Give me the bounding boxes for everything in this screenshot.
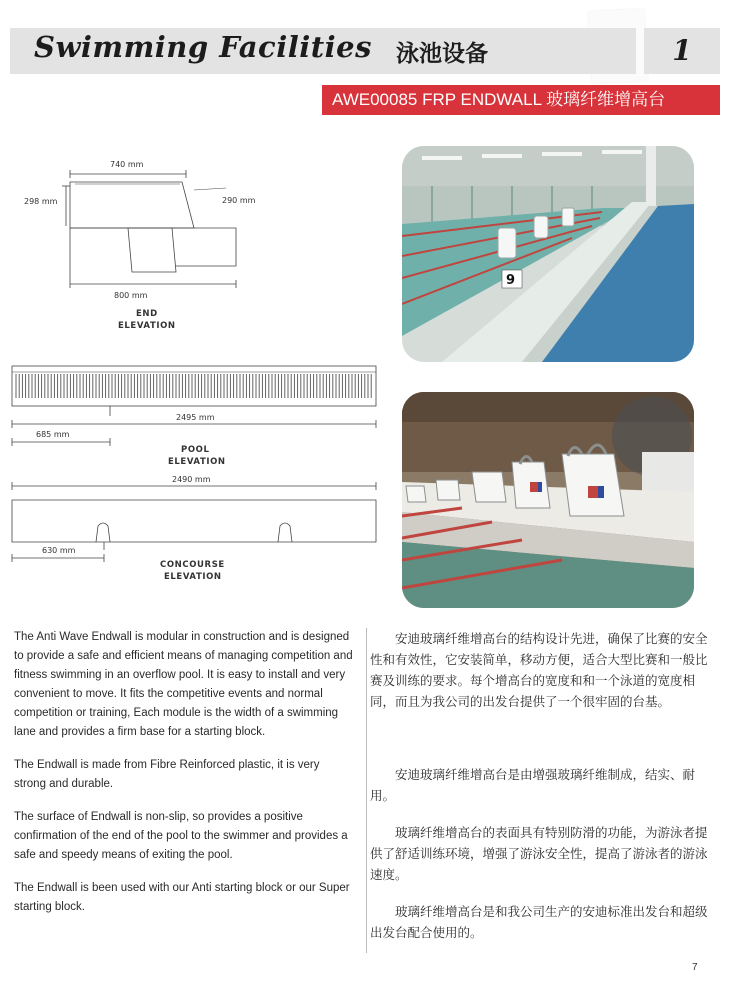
pool-elevation-grille <box>16 374 371 398</box>
pool-length-label: 2495 mm <box>176 413 215 422</box>
concourse-caption-2: ELEVATION <box>164 572 222 582</box>
english-paragraph-4: The Endwall is been used with our Anti starting block or our Super starting block. <box>14 882 350 913</box>
concourse-offset-label: 630 mm <box>42 546 76 555</box>
end-elevation-drawing <box>62 170 236 288</box>
chinese-paragraph-4: 玻璃纤维增高台是和我公司生产的安迪标准出发台和超级出发台配合使用的。 <box>370 904 708 940</box>
product-title-bar: AWE00085 FRP ENDWALL 玻璃纤维增高台 <box>322 85 720 115</box>
concourse-length-label: 2490 mm <box>172 475 211 484</box>
end-right-height-label: 290 mm <box>222 196 256 205</box>
chinese-description <box>370 628 716 943</box>
pool-elevation-drawing <box>12 366 376 406</box>
end-caption-2: ELEVATION <box>118 321 176 331</box>
pool-caption-1: POOL <box>181 445 210 455</box>
pool-offset-label: 685 mm <box>36 430 70 439</box>
column-divider <box>366 628 367 953</box>
starting-blocks-photo <box>402 392 694 608</box>
chinese-paragraph-2: 安迪玻璃纤维增高台是由增强玻璃纤维制成，结实、耐用。 <box>370 767 696 803</box>
section-number: 1 <box>644 28 720 74</box>
pool-caption-2: ELEVATION <box>168 457 226 467</box>
chinese-paragraph-1: 安迪玻璃纤维增高台的结构设计先进，确保了比赛的安全性和有效性，它安装简单，移动方便，适合大型比赛和一般比赛及训练的要求。每个增高台的宽度和和一个泳道的宽度相同，而且为我公司的出发台提供了一个很牢固的台基。 <box>370 631 708 709</box>
end-width-top-label: 740 mm <box>110 160 144 169</box>
header-title-band <box>10 28 636 74</box>
end-height-label: 298 mm <box>24 197 58 206</box>
end-caption-1: END <box>136 309 158 319</box>
english-description <box>14 628 354 931</box>
english-paragraph-2: The Endwall is made from Fibre Reinforced plastic, it is very strong and durable. <box>14 759 320 790</box>
english-paragraph-1: The Anti Wave Endwall is modular in construction and is designed to provide a safe and efficient means of managing competition and fitness swimming in an overflow pool. It is easy to install and very convenient to move. It fits the competitive events and normal competition or training, Each module is the width of a swimming lane and provides a firm base for a starting block. <box>14 631 353 738</box>
page-number: 7 <box>692 962 698 973</box>
pool-elevation-dims <box>12 406 376 446</box>
technical-drawings <box>0 130 385 600</box>
chinese-paragraph-3: 玻璃纤维增高台的表面具有特别防滑的功能，为游泳者提供了舒适训练环境，增强了游泳安全性，提高了游泳者的游泳速度。 <box>370 825 708 882</box>
lane-number-label: 9 <box>506 273 516 288</box>
endwall-pool-photo <box>402 146 694 362</box>
end-base-width-label: 800 mm <box>114 291 148 300</box>
concourse-caption-1: CONCOURSE <box>160 560 225 570</box>
english-paragraph-3: The surface of Endwall is non-slip, so provides a positive confirmation of the end of the pool to the swimmer and provides a safe and speedy means of exiting the pool. <box>14 811 348 861</box>
page-title-chinese: 泳池设备 <box>396 41 488 67</box>
page-title: Swimming Facilities <box>34 30 372 64</box>
